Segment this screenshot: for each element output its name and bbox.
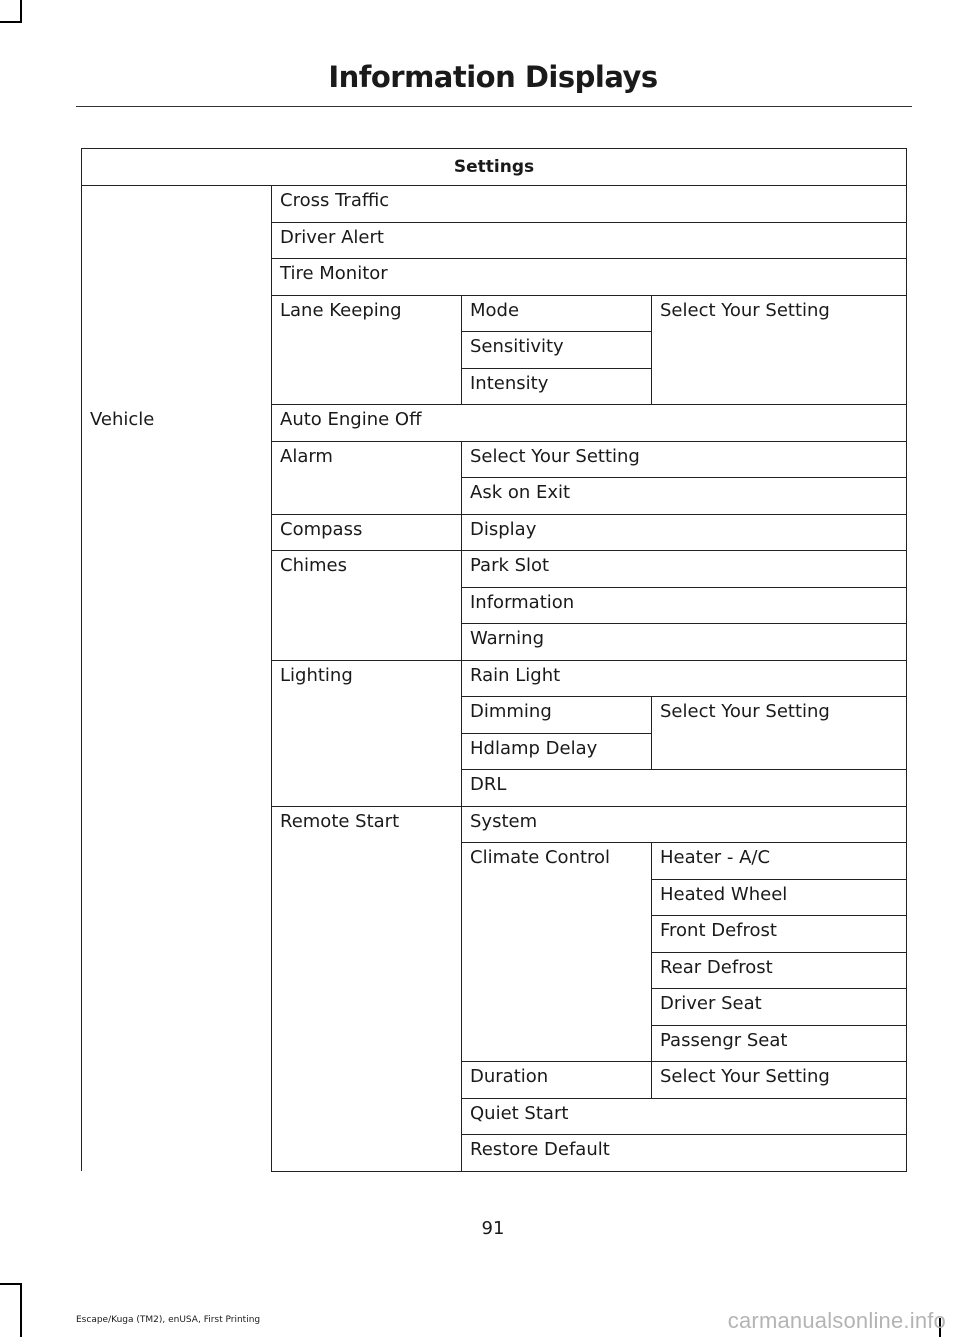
- title-divider: [76, 106, 912, 107]
- table-cell: Display: [462, 514, 907, 551]
- table-cell: Auto Engine Off: [272, 405, 907, 442]
- page-number: 91: [481, 1218, 505, 1239]
- table-cell: Warning: [462, 624, 907, 661]
- table-cell: Lane Keeping: [272, 295, 462, 405]
- table-row: [82, 186, 907, 223]
- table-cell: Duration: [462, 1062, 652, 1099]
- watermark: carmanualsonline.info: [727, 1308, 946, 1333]
- table-cell: Mode: [462, 295, 652, 332]
- table-cell: Select Your Setting: [652, 1062, 907, 1099]
- table-cell: Rear Defrost: [652, 952, 907, 989]
- table-cell: Tire Monitor: [272, 259, 907, 296]
- table-cell: System: [462, 806, 907, 843]
- table-cell: Passengr Seat: [652, 1025, 907, 1062]
- table-cell: Cross Traffic: [272, 186, 907, 223]
- settings-table: [81, 148, 907, 1172]
- table-row: [82, 405, 907, 442]
- table-cell: Alarm: [272, 441, 462, 514]
- table-cell: Dimming: [462, 697, 652, 734]
- table-cell: Lighting: [272, 660, 462, 806]
- table-cell: Front Defrost: [652, 916, 907, 953]
- table-cell: DRL: [462, 770, 907, 807]
- table-cell: Select Your Setting: [652, 697, 907, 770]
- table-cell: Heater - A/C: [652, 843, 907, 880]
- table-cell: Sensitivity: [462, 332, 652, 369]
- table-cell: Restore Default: [462, 1135, 907, 1172]
- table-cell: Information: [462, 587, 907, 624]
- table-cell: Heated Wheel: [652, 879, 907, 916]
- table-cell: Climate Control: [462, 843, 652, 1062]
- table-cell: Hdlamp Delay: [462, 733, 652, 770]
- crop-mark-top-left: [20, 0, 22, 23]
- table-cell: Vehicle: [82, 405, 272, 1172]
- table-cell: Park Slot: [462, 551, 907, 588]
- table-cell: Quiet Start: [462, 1098, 907, 1135]
- page-title: Information Displays: [328, 60, 658, 94]
- crop-mark-bottom-left: [0, 1283, 22, 1285]
- table-caption: Settings: [82, 149, 907, 186]
- table-cell: Select Your Setting: [462, 441, 907, 478]
- table-header-row: [82, 149, 907, 186]
- table-cell: Compass: [272, 514, 462, 551]
- table-cell: Rain Light: [462, 660, 907, 697]
- table-cell: Driver Seat: [652, 989, 907, 1026]
- table-cell: Driver Alert: [272, 222, 907, 259]
- crop-mark-top-left: [0, 21, 22, 23]
- table-cell: Ask on Exit: [462, 478, 907, 515]
- crop-mark-bottom-left: [20, 1283, 22, 1337]
- table-cell: [82, 186, 272, 405]
- edition-footer: Escape/Kuga (TM2), enUSA, First Printing: [76, 1315, 261, 1325]
- table-cell: Chimes: [272, 551, 462, 661]
- table-cell: Intensity: [462, 368, 652, 405]
- table-cell: Select Your Setting: [652, 295, 907, 405]
- table-cell: Remote Start: [272, 806, 462, 1171]
